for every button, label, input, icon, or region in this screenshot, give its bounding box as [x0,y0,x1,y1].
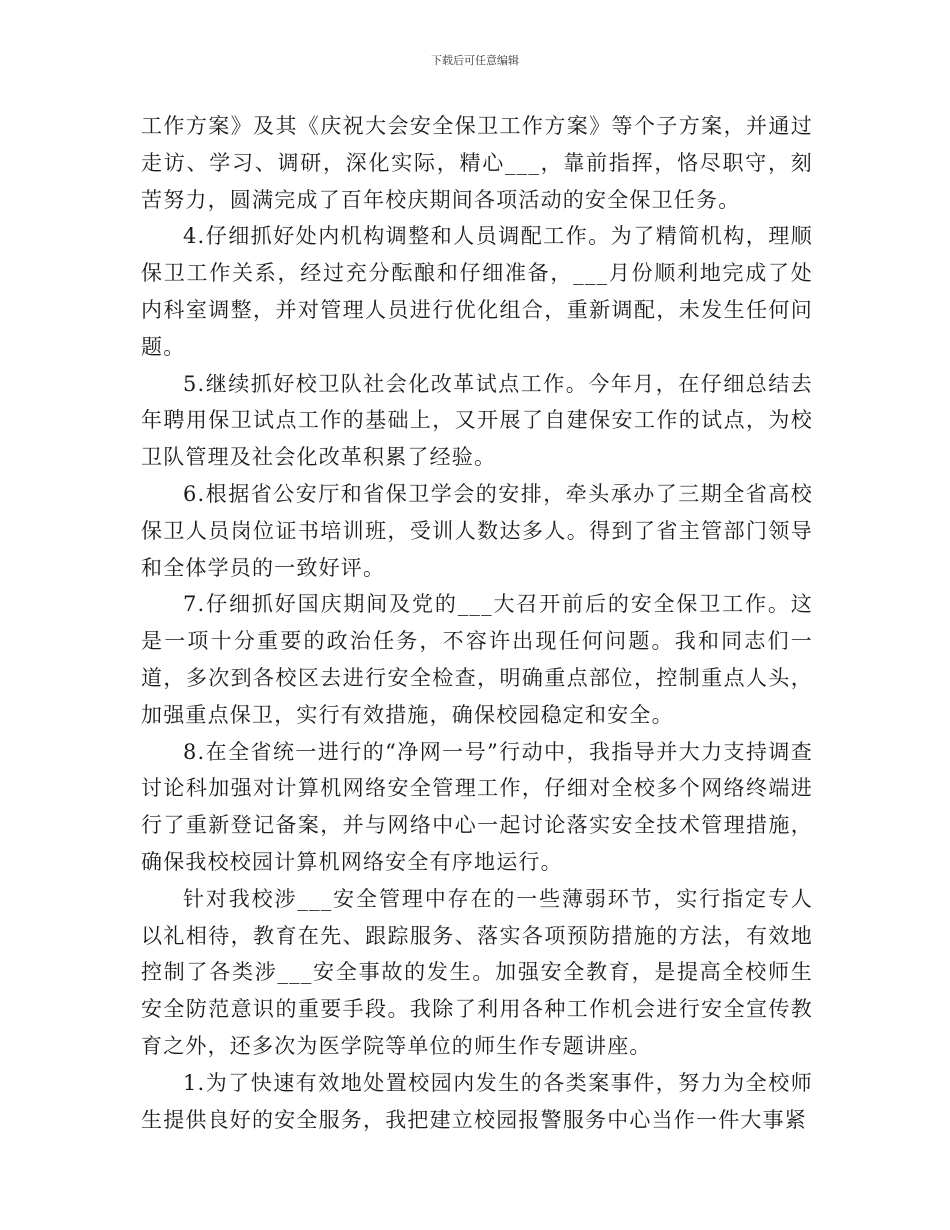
paragraph: 工作方案》及其《庆祝大会安全保卫工作方案》等个子方案，并通过走访、学习、调研，深化实际，精心___，靠前指挥，恪尽职守，刻苦努力，圆满完成了百年校庆期间各项活动的安全保卫任务。 [141,114,813,212]
paragraph: 7.仔细抓好国庆期间及党的___大召开前后的安全保卫工作。这是一项十分重要的政治任务，不容许出现任何问题。我和同志们一道，多次到各校区去进行安全检查，明确重点部位，控制重点人头，加强重点保卫，实行有效措施，确保校园稳定和安全。 [141,592,813,727]
paragraph: 8.在全省统一进行的“净网一号”行动中，我指导并大力支持调查讨论科加强对计算机网络安全管理工作，仔细对全校多个网络终端进行了重新登记备案，并与网络中心一起讨论落实安全技术管理措施，确保我校校园计算机网络安全有序地运行。 [141,739,813,874]
paragraph: 6.根据省公安厅和省保卫学会的安排，牵头承办了三期全省高校保卫人员岗位证书培训班，受训人数达多人。得到了省主管部门领导和全体学员的一致好评。 [141,481,813,580]
document-body [141,108,813,1138]
paragraph: 4.仔细抓好处内机构调整和人员调配工作。为了精简机构，理顺保卫工作关系，经过充分酝酿和仔细准备，___月份顺利地完成了处内科室调整，并对管理人员进行优化组合，重新调配，未发生任何问题。 [141,224,813,359]
paragraph: 5.继续抓好校卫队社会化改革试点工作。今年月，在仔细总结去年聘用保卫试点工作的基础上，又开展了自建保安工作的试点，为校卫队管理及社会化改革积累了经验。 [141,371,813,470]
paragraph: 1.为了快速有效地处置校园内发生的各类案事件，努力为全校师生提供良好的安全服务，我把建立校园报警服务中心当作一件大事紧 [141,1070,813,1132]
paragraph: 针对我校涉___安全管理中存在的一些薄弱环节，实行指定专人以礼相待，教育在先、跟踪服务、落实各项预防措施的方法，有效地控制了各类涉___安全事故的发生。加强安全教育，是提高全校师生安全防范意识的重要手段。我除了利用各种工作机会进行安全宣传教育之外，还多次为医学院等单位的师生作专题讲座。 [141,886,813,1058]
page-header: 下载后可任意编辑 [431,54,519,67]
